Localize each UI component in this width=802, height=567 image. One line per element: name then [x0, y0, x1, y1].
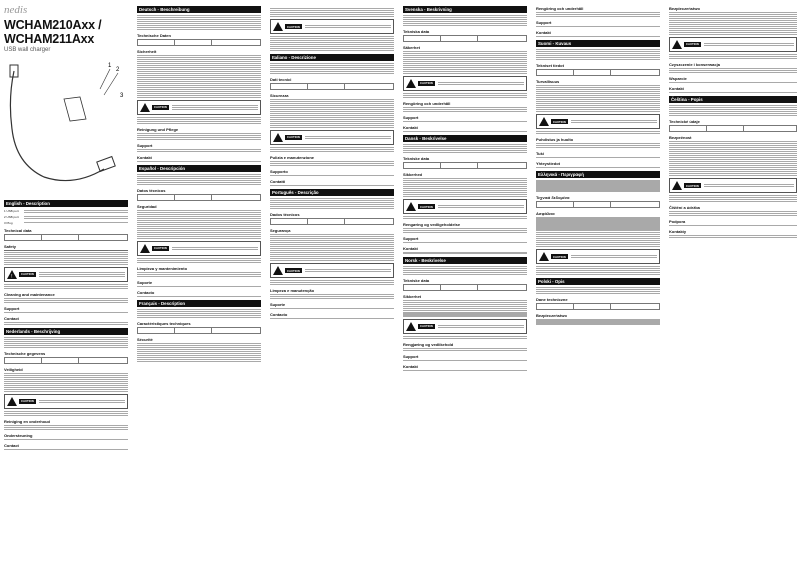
part-2: 2 USB port: [4, 214, 19, 219]
warning-triangle-icon: [7, 270, 17, 279]
section-pt-support: Suporte: [270, 302, 286, 308]
section-el-tech: Τεχνικά δεδομένα: [536, 194, 570, 200]
section-it-cleaning: Pulizia e manutenzione: [270, 154, 315, 160]
section-sv-support-2: Support: [536, 20, 552, 26]
section-polish: Polski - Opis: [536, 278, 660, 285]
caution-label: CAUTION: [154, 105, 167, 110]
section-cs-contact: Kontakty: [669, 229, 687, 235]
warning-triangle-icon: [406, 322, 416, 331]
section-pt-tech: Dados técnicos: [270, 212, 300, 218]
section-fi-support: Tuki: [536, 151, 544, 157]
caution-label: CAUTION: [21, 399, 34, 404]
warning-triangle-icon: [406, 79, 416, 88]
section-sv-cleaning: Rengöring och underhåll: [403, 101, 451, 106]
caution-label: CAUTION: [420, 204, 433, 209]
section-english: English - Description: [4, 200, 128, 207]
section-spanish: Español - Descripción: [137, 165, 261, 172]
section-da-tech: Tekniske data: [403, 156, 430, 162]
section-el-safety: Ασφάλεια: [536, 210, 555, 216]
caution-label: CAUTION: [553, 119, 566, 124]
section-portuguese: Português - Descrição: [270, 189, 394, 196]
section-de-cleaning: Reinigung und Pflege: [137, 126, 179, 132]
caution-label: CAUTION: [21, 272, 34, 277]
caution-label: CAUTION: [420, 324, 433, 329]
section-cs-support: Podpora: [669, 219, 686, 225]
section-en-support: Support: [4, 305, 20, 311]
section-cs-tech: Technické údaje: [669, 119, 700, 125]
section-pl-safety-cont: Bezpieczeństwo: [669, 6, 700, 11]
section-cs-safety: Bezpečnost: [669, 135, 692, 141]
section-fi-cleaning-top: Rengöring och underhåll: [536, 6, 584, 11]
warning-triangle-icon: [273, 22, 283, 31]
section-fr-tech: Caractéristiques techniques: [137, 321, 191, 327]
callout-3: 3: [120, 93, 124, 99]
section-en-tech: Technical data: [4, 227, 32, 233]
section-da-contact: Kontakt: [403, 246, 418, 252]
section-sv-contact: Kontakt: [403, 125, 418, 131]
column-5: [536, 0, 660, 567]
section-nl-cleaning: Reiniging en onderhoud: [4, 419, 50, 425]
section-danish: Dansk - Beskrivelse: [403, 135, 527, 142]
section-pt-safety: Segurança: [270, 228, 291, 234]
section-pl-cleaning: Czyszczenie i konserwacja: [669, 61, 720, 67]
section-no-cleaning: Rengjøring og vedlikehold: [403, 341, 454, 347]
section-italian: Italiano - Descrizione: [270, 54, 394, 61]
section-nl-support: Ondersteuning: [4, 433, 33, 439]
section-en-cleaning: Cleaning and maintenance: [4, 291, 55, 297]
callout-1: 1: [108, 63, 112, 69]
section-pt-cleaning: Limpeza e manutenção: [270, 288, 315, 294]
caution-box: [4, 267, 128, 282]
caution-label: CAUTION: [287, 24, 300, 29]
caution-label: CAUTION: [287, 135, 300, 140]
svg-text:!: !: [11, 273, 13, 279]
section-sv-support: Support: [403, 115, 419, 121]
section-de-safety: Sicherheit: [137, 48, 157, 54]
warning-triangle-icon: [406, 202, 416, 211]
part-1: 1 USB port: [4, 209, 19, 213]
section-fi-cleaning: Puhdistus ja huolto: [536, 137, 574, 143]
section-en-safety: Safety: [4, 243, 17, 249]
section-czech: Čeština - Popis: [669, 96, 797, 103]
section-pl-support: Wsparcie: [669, 76, 687, 82]
section-da-safety: Sikkerhed: [403, 172, 423, 178]
section-it-contact: Contatti: [270, 179, 286, 185]
caution-label: CAUTION: [287, 268, 300, 273]
section-german: Deutsch - Beschreibung: [137, 6, 261, 13]
warning-triangle-icon: [7, 397, 17, 406]
section-fi-safety: Turvallisuus: [536, 79, 560, 85]
warning-triangle-icon: [140, 103, 150, 112]
section-es-cleaning: Limpieza y mantenimiento: [137, 265, 188, 271]
product-image: [4, 59, 128, 197]
column-4: [403, 0, 527, 567]
section-pl-contact: Kontakt: [669, 86, 684, 92]
section-sv-tech: Tekniska data: [403, 29, 430, 35]
section-fi-contact: Yhteystiedot: [536, 161, 561, 167]
section-no-contact: Kontakt: [403, 363, 418, 369]
caution-label: CAUTION: [420, 81, 433, 86]
section-it-safety: Sicurezza: [270, 93, 289, 99]
section-nl-safety: Veiligheid: [4, 367, 23, 373]
warning-triangle-icon: [273, 133, 283, 142]
section-sv-contact-2: Kontakt: [536, 30, 551, 36]
section-en-contact: Contact: [4, 315, 19, 321]
section-es-safety: Seguridad: [137, 204, 157, 210]
warning-triangle-icon: [539, 117, 549, 126]
section-finnish: Suomi - Kuvaus: [536, 40, 660, 47]
charger-drawing-icon: [4, 59, 128, 197]
column-1: [4, 0, 128, 567]
warning-triangle-icon: [140, 244, 150, 253]
section-fi-tech: Tekniset tiedot: [536, 63, 564, 69]
section-it-tech: Dati tecnici: [270, 77, 292, 83]
section-norwegian: Norsk - Beskrivelse: [403, 257, 527, 264]
section-cs-cleaning: Čištění a údržba: [669, 205, 700, 211]
section-pl-tech: Dane techniczne: [536, 297, 568, 303]
column-2: [137, 0, 261, 567]
section-greek: Ελληνικά - Περιγραφή: [536, 171, 660, 178]
section-de-tech: Technische Daten: [137, 32, 171, 38]
section-no-tech: Tekniske data: [403, 277, 430, 283]
section-es-contact: Contacto: [137, 290, 155, 296]
section-swedish: Svenska - Beskrivning: [403, 6, 527, 13]
section-fr-safety: Sécurité: [137, 337, 153, 343]
section-pl-safety: Bezpieczeństwo: [536, 313, 567, 319]
section-de-support: Support: [137, 142, 153, 148]
section-pt-contact: Contacto: [270, 312, 288, 318]
section-da-support: Support: [403, 236, 419, 242]
callout-2: 2: [116, 67, 120, 73]
section-da-cleaning: Rengøring og vedligeholdelse: [403, 222, 461, 228]
model-title: WCHAM210Axx / WCHAM211Axx: [4, 18, 102, 46]
warning-triangle-icon: [672, 40, 682, 49]
caution-label: CAUTION: [686, 183, 699, 188]
part-3: 3 Plug: [4, 220, 13, 225]
column-6: [669, 0, 797, 567]
caution-label: CAUTION: [154, 246, 167, 251]
warning-triangle-icon: [672, 181, 682, 190]
caution-label: CAUTION: [686, 42, 699, 47]
section-nl-tech: Technische gegevens: [4, 351, 46, 357]
section-es-tech: Datos técnicos: [137, 188, 166, 194]
section-it-support: Supporto: [270, 169, 288, 175]
column-3: [270, 0, 394, 567]
caution-label: CAUTION: [553, 254, 566, 259]
section-no-safety: Sikkerhet: [403, 293, 422, 299]
section-es-support: Soporte: [137, 280, 153, 286]
brand-logo: nedis: [4, 4, 28, 16]
section-dutch: Nederlands - Beschrijving: [4, 328, 128, 335]
section-sv-safety: Säkerhet: [403, 45, 420, 51]
warning-triangle-icon: [539, 252, 549, 261]
section-no-support: Support: [403, 353, 419, 359]
warning-triangle-icon: [273, 266, 283, 275]
section-french: Français - Description: [137, 300, 261, 307]
product-subtitle: USB wall charger: [4, 47, 51, 53]
section-de-contact: Kontakt: [137, 154, 152, 160]
section-nl-contact: Contact: [4, 443, 19, 449]
